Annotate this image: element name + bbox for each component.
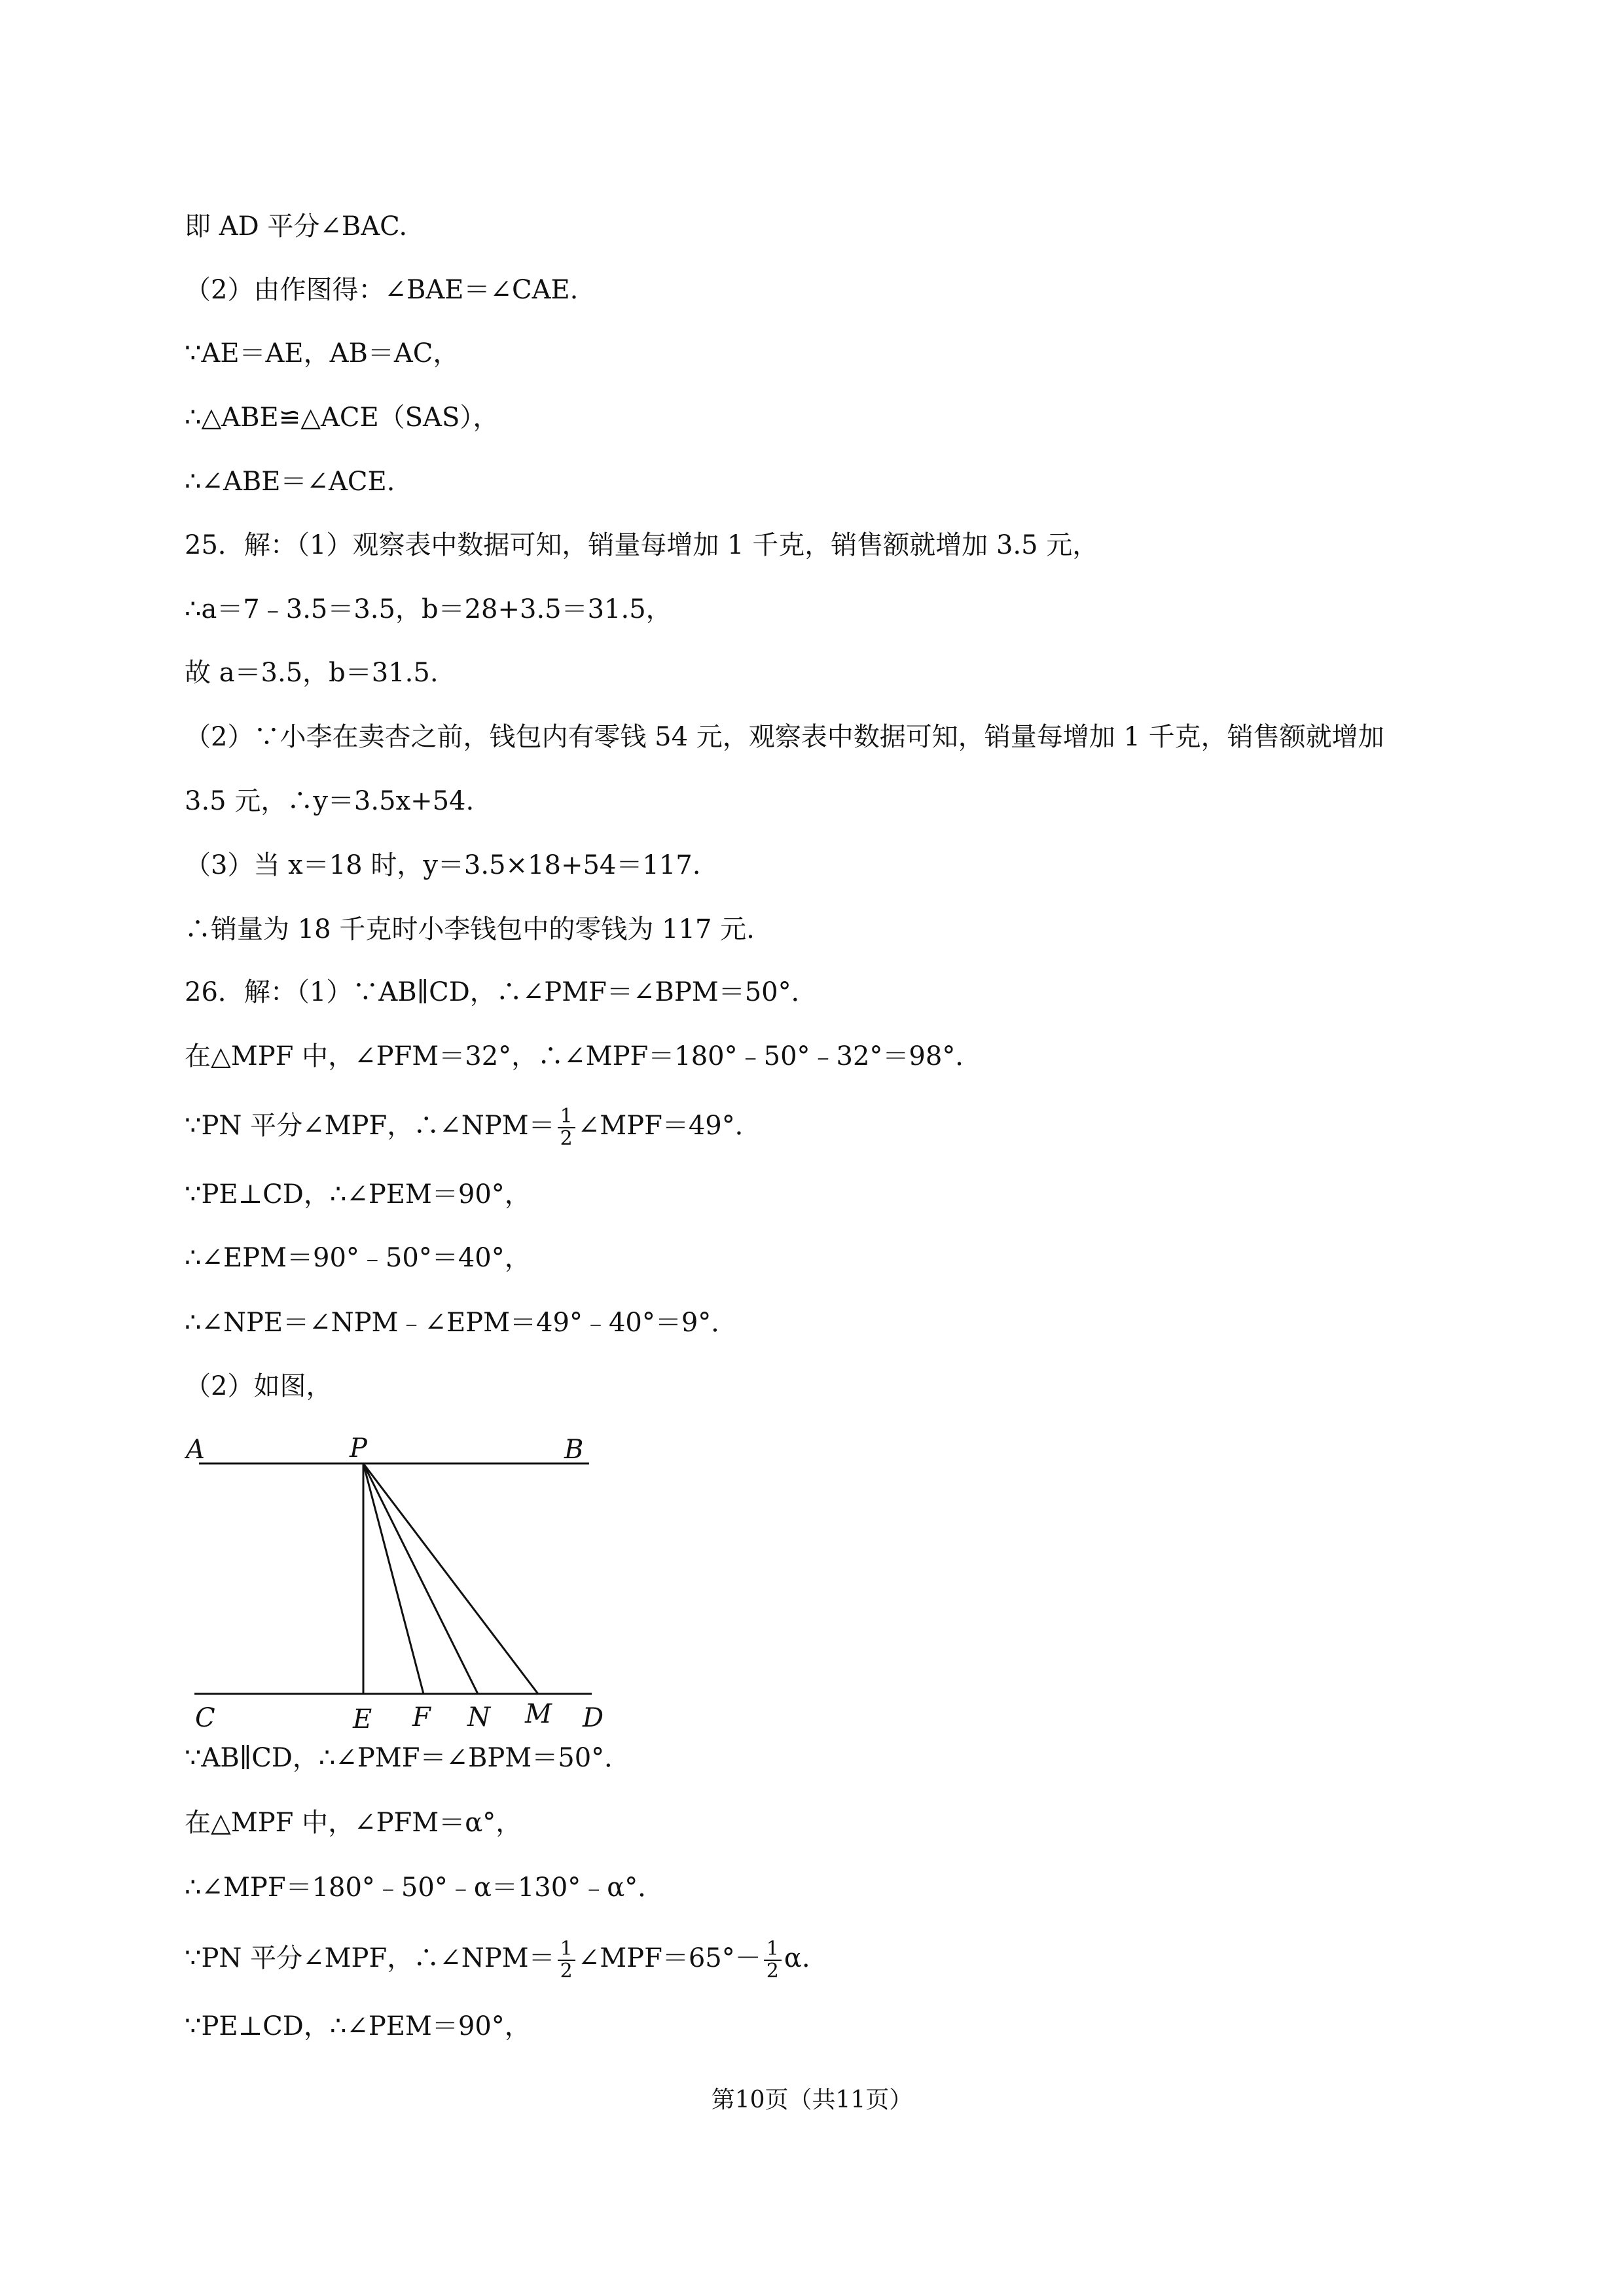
- text-line: ∵PE⊥CD，∴∠PEM＝90°，: [185, 2011, 531, 2041]
- text-line: （2）由作图得：∠BAE＝∠CAE.: [185, 275, 579, 305]
- text-line: （2）∵小李在卖杏之前，钱包内有零钱 54 元，观察表中数据可知，销量每增加 1 千克，销售额就增加: [185, 722, 1384, 752]
- segment-pm: [363, 1463, 538, 1694]
- text-line: ∴∠MPF＝180°﹣50°﹣α＝130°﹣α°．: [185, 1873, 664, 1903]
- text-line: 3.5 元，∴y＝3.5x+54.: [185, 786, 475, 816]
- label-a: A: [186, 1435, 205, 1465]
- fraction: [558, 1939, 575, 1982]
- text-segment: ∠MPF＝65°－: [577, 1943, 761, 1973]
- text-segment: ∵PN 平分∠MPF，∴∠NPM＝: [185, 1111, 555, 1141]
- label-d: D: [583, 1703, 604, 1733]
- label-p: P: [350, 1433, 367, 1463]
- text-line: 在△MPF 中，∠PFM＝32°，∴∠MPF＝180°﹣50°﹣32°＝98°．: [185, 1041, 982, 1071]
- label-f: F: [412, 1702, 431, 1732]
- text-line: 即 AD 平分∠BAC.: [185, 211, 408, 242]
- fraction-numerator: 1: [558, 1106, 575, 1128]
- label-m: M: [525, 1699, 552, 1729]
- label-c: C: [195, 1703, 215, 1733]
- fraction-denominator: 2: [560, 1127, 573, 1150]
- label-b: B: [564, 1435, 584, 1465]
- label-n: N: [467, 1702, 490, 1732]
- label-e: E: [353, 1704, 372, 1734]
- text-line: ∵PE⊥CD，∴∠PEM＝90°，: [185, 1179, 531, 1210]
- fraction: [558, 1106, 575, 1149]
- text-line: ∵AE＝AE，AB＝AC，: [185, 338, 460, 368]
- fraction-numerator: 1: [764, 1939, 782, 1961]
- text-segment: ∠MPF＝49°．: [577, 1111, 761, 1141]
- text-line: 26．解：（1）∵AB∥CD，∴∠PMF＝∠BPM＝50°．: [185, 977, 818, 1007]
- text-line: ∴∠EPM＝90°﹣50°＝40°，: [185, 1243, 531, 1273]
- text-line: 故 a＝3.5，b＝31.5.: [185, 658, 439, 688]
- text-line: 在△MPF 中，∠PFM＝α°，: [185, 1808, 522, 1838]
- text-line: ∴销量为 18 千克时小李钱包中的零钱为 117 元.: [185, 914, 755, 944]
- text-line-with-fraction: [185, 1939, 810, 1982]
- text-line: ∴∠ABE＝∠ACE.: [185, 467, 395, 497]
- fraction-denominator: 2: [560, 1960, 573, 1982]
- text-line: （2）如图，: [185, 1371, 333, 1401]
- text-line: （3）当 x＝18 时，y＝3.5×18+54＝117.: [185, 850, 701, 880]
- page-footer: 第10页（共11页）: [711, 2087, 913, 2113]
- text-segment: α.: [784, 1943, 810, 1973]
- text-line: ∴△ABE≌△ACE（SAS），: [185, 403, 499, 433]
- geometry-diagram: [185, 1433, 604, 1734]
- fraction: [764, 1939, 782, 1982]
- segment-pn: [363, 1463, 478, 1694]
- segment-pf: [363, 1463, 424, 1694]
- text-line: 25．解：（1）观察表中数据可知，销量每增加 1 千克，销售额就增加 3.5 元，: [185, 530, 1099, 560]
- fraction-numerator: 1: [558, 1939, 575, 1961]
- text-line: ∵AB∥CD，∴∠PMF＝∠BPM＝50°．: [185, 1743, 631, 1773]
- text-line-with-fraction: [185, 1106, 761, 1149]
- text-line: ∴a＝7﹣3.5＝3.5，b＝28+3.5＝31.5，: [185, 594, 672, 624]
- fraction-denominator: 2: [766, 1960, 779, 1982]
- text-line: ∴∠NPE＝∠NPM﹣∠EPM＝49°﹣40°＝9°．: [185, 1308, 738, 1338]
- text-segment: ∵PN 平分∠MPF，∴∠NPM＝: [185, 1943, 555, 1973]
